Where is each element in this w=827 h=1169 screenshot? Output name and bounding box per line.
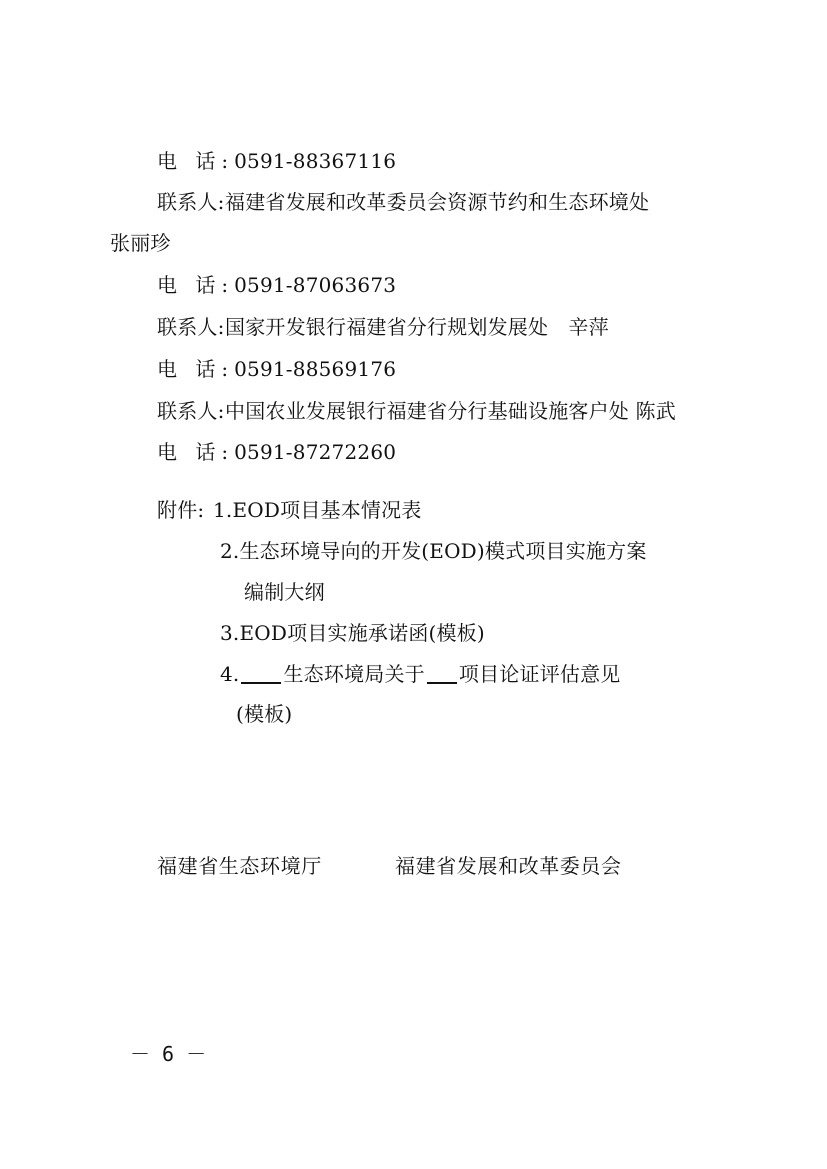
contact-name-1: 张丽珍 — [110, 231, 171, 255]
attachment-line-3 — [220, 619, 485, 647]
attachment-line-2 — [220, 537, 647, 565]
signature-right-text: 福建省发展和改革委员会 — [395, 854, 622, 878]
contact-label-1: 联系人: — [157, 190, 225, 214]
contact-value-2: 国家开发银行福建省分行规划发展处 辛萍 — [225, 315, 609, 339]
contact-label-2: 联系人: — [157, 315, 225, 339]
attachment-title: 附件: — [157, 498, 205, 522]
blank-line-2 — [427, 682, 457, 684]
signature-left — [157, 852, 322, 880]
phone-number-2: 0591-87063673 — [234, 273, 397, 297]
signature-left-text: 福建省生态环境厅 — [157, 854, 322, 878]
phone-label-4: 电 话: — [157, 440, 235, 464]
attachment-item-4-middle: 生态环境局关于 — [283, 662, 425, 686]
attachment-item-2: 2.生态环境导向的开发(EOD)模式项目实施方案 — [220, 539, 647, 563]
page-number: － 6 － — [130, 1042, 207, 1066]
phone-number-1: 0591-88367116 — [234, 149, 397, 173]
phone-number-4: 0591-87272260 — [234, 440, 397, 464]
attachment-line-4-continuation — [236, 700, 292, 728]
contact-value-1: 福建省发展和改革委员会资源节约和生态环境处 — [225, 190, 650, 214]
contact-line-1 — [157, 188, 649, 216]
signature-right — [395, 852, 622, 880]
blank-line-1 — [241, 682, 281, 684]
attachment-item-1: 1.EOD项目基本情况表 — [213, 498, 422, 522]
attachment-line-4 — [220, 660, 621, 688]
contact-label-3: 联系人: — [157, 399, 225, 423]
phone-line-1 — [157, 147, 396, 175]
contact-line-3 — [157, 397, 676, 425]
phone-line-3 — [157, 355, 396, 383]
phone-label-1: 电 话: — [157, 149, 235, 173]
attachment-item-2-continuation: 编制大纲 — [244, 580, 325, 604]
contact-value-3: 中国农业发展银行福建省分行基础设施客户处 陈武 — [225, 399, 676, 423]
attachment-line-1 — [157, 496, 422, 524]
attachment-item-3: 3.EOD项目实施承诺函(模板) — [220, 621, 485, 645]
phone-line-4 — [157, 438, 396, 466]
contact-line-1-continuation — [110, 229, 171, 257]
phone-label-3: 电 话: — [157, 357, 235, 381]
attachment-line-2-continuation — [244, 578, 325, 606]
phone-line-2 — [157, 271, 396, 299]
phone-label-2: 电 话: — [157, 273, 235, 297]
contact-line-2 — [157, 313, 609, 341]
attachment-item-4-continuation: (模板) — [236, 702, 293, 726]
attachment-item-4-suffix: 项目论证评估意见 — [458, 662, 621, 686]
phone-number-3: 0591-88569176 — [234, 357, 397, 381]
attachment-item-4-prefix: 4. — [220, 662, 240, 686]
